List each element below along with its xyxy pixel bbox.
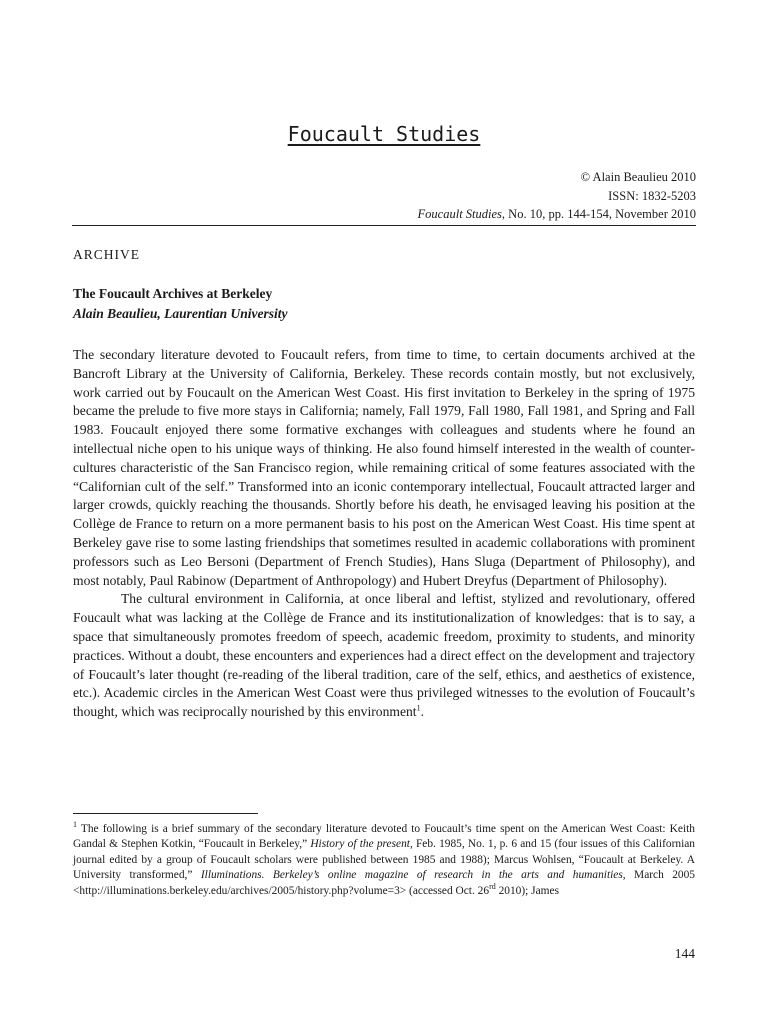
footnote-rule: [73, 813, 258, 814]
article-author: Alain Beaulieu, Laurentian University: [73, 306, 288, 321]
footnote-superscript: rd: [489, 881, 496, 891]
section-label: ARCHIVE: [73, 247, 140, 262]
header-rule: [72, 225, 696, 226]
citation-journal: Foucault Studies: [417, 207, 502, 221]
article-meta: [418, 168, 696, 224]
journal-title: Foucault Studies: [287, 122, 481, 146]
issn-line: ISSN: 1832-5203: [608, 188, 696, 203]
citation-details: , No. 10, pp. 144-154, November 2010: [501, 207, 696, 221]
paragraph-2-text: The cultural environment in California, at once liberal and leftist, stylized and revolutionary, offered Foucault what was lacking at the Collège de France and its institutionalization of knowledges: that is to say, a space that simultaneously promotes freedom of speech, academic freedom, proximity to students, and minority practices. Without a doubt, these encounters and experiences had a direct effect on the development and trajectory of Foucault’s later thought (re-reading of the liberal tradition, care of the self, ethics, and aesthetics of existence, etc.). Academic circles in the American West Coast were thus privileged witnesses to the evolution of Foucault’s thought, which was reciprocally nourished by this environment: [73, 591, 695, 720]
paragraph-1: The secondary literature devoted to Foucault refers, from time to time, to certain documents archived at the Bancroft Library at the University of California, Berkeley. These records contain mostly, but not exclusively, work carried out by Foucault on the American West Coast. His first invitation to Berkeley in the spring of 1975 became the prelude to five more stays in California; namely, Fall 1979, Fall 1980, Fall 1981, and Spring and Fall 1983. Foucault enjoyed there some formative exchanges with colleagues and students where he found an intellectual niche open to his unique ways of thinking. He also found himself interested in the wealth of counter-cultures characteristic of the San Francisco region, while remaining critical of some features associated with the “Californian cult of the self.” Transformed into an iconic contemporary intellectual, Foucault attracted larger and larger crowds, quickly reaching the thousands. Shortly before his death, he envisaged leaving his position at the Collège de France to return on a more permanent basis to his post on the American West Coast. His time spent at Berkeley gave rise to some lasting friendships that sometimes resulted in academic collaborations with prominent professors such as Leo Bersoni (Department of French Studies), Hans Sluga (Department of Philosophy), and most notably, Paul Rabinow (Department of Anthropology) and Hubert Dreyfus (Department of Philosophy).: [73, 347, 695, 588]
footnote-text-2: , Feb. 1985, No. 1, p. 6 and 15 (four issues of this Californian journal edited by a group of Foucault scholars were published between 1985 and 1988); Marcus Wohlsen, “Foucault at Berkeley. A University transformed,”: [73, 838, 695, 882]
citation-line: [418, 205, 696, 224]
page-number: 144: [674, 946, 695, 961]
article-title: The Foucault Archives at Berkeley: [73, 286, 273, 301]
footnote-marker: 1: [73, 820, 77, 830]
footnote-text-3: , March 2005 <http://illuminations.berkeley.edu/archives/2005/history.php?volume=3> (accessed Oct. 26: [73, 869, 695, 897]
copyright-line: © Alain Beaulieu 2010: [580, 170, 696, 184]
footnote-italic-1: History of the present: [310, 838, 410, 851]
paragraph-2: The cultural environment in California, at once liberal and leftist, stylized and revolutionary, offered Foucault what was lacking at the Collège de France and its institutionalization of knowledges: that is to say, a space that simultaneously promotes freedom of speech, academic freedom, proximity to students, and minority practices. Without a doubt, these encounters and experiences had a direct effect on the development and trajectory of Foucault’s later thought (re-reading of the liberal tradition, care of the self, ethics, and aesthetics of existence, etc.). Academic circles in the American West Coast were thus privileged witnesses to the evolution of Foucault’s thought, which was reciprocally nourished by this environment$^1$.: [73, 591, 695, 720]
footnote-text-4: 2010); James: [495, 884, 560, 897]
footnote-1: [73, 822, 695, 899]
footnote-italic-2: Illuminations. Berkeley’s online magazine of research in the arts and humanities: [200, 869, 623, 882]
footnote-text-1: The following is a brief summary of the secondary literature devoted to Foucault’s time spent on the American West Coast: Keith Gandal & Stephen Kotkin, “Foucault in Berkeley,”: [73, 823, 695, 851]
footnote-reference[interactable]: 1: [416, 703, 421, 713]
body-text: [73, 346, 695, 722]
